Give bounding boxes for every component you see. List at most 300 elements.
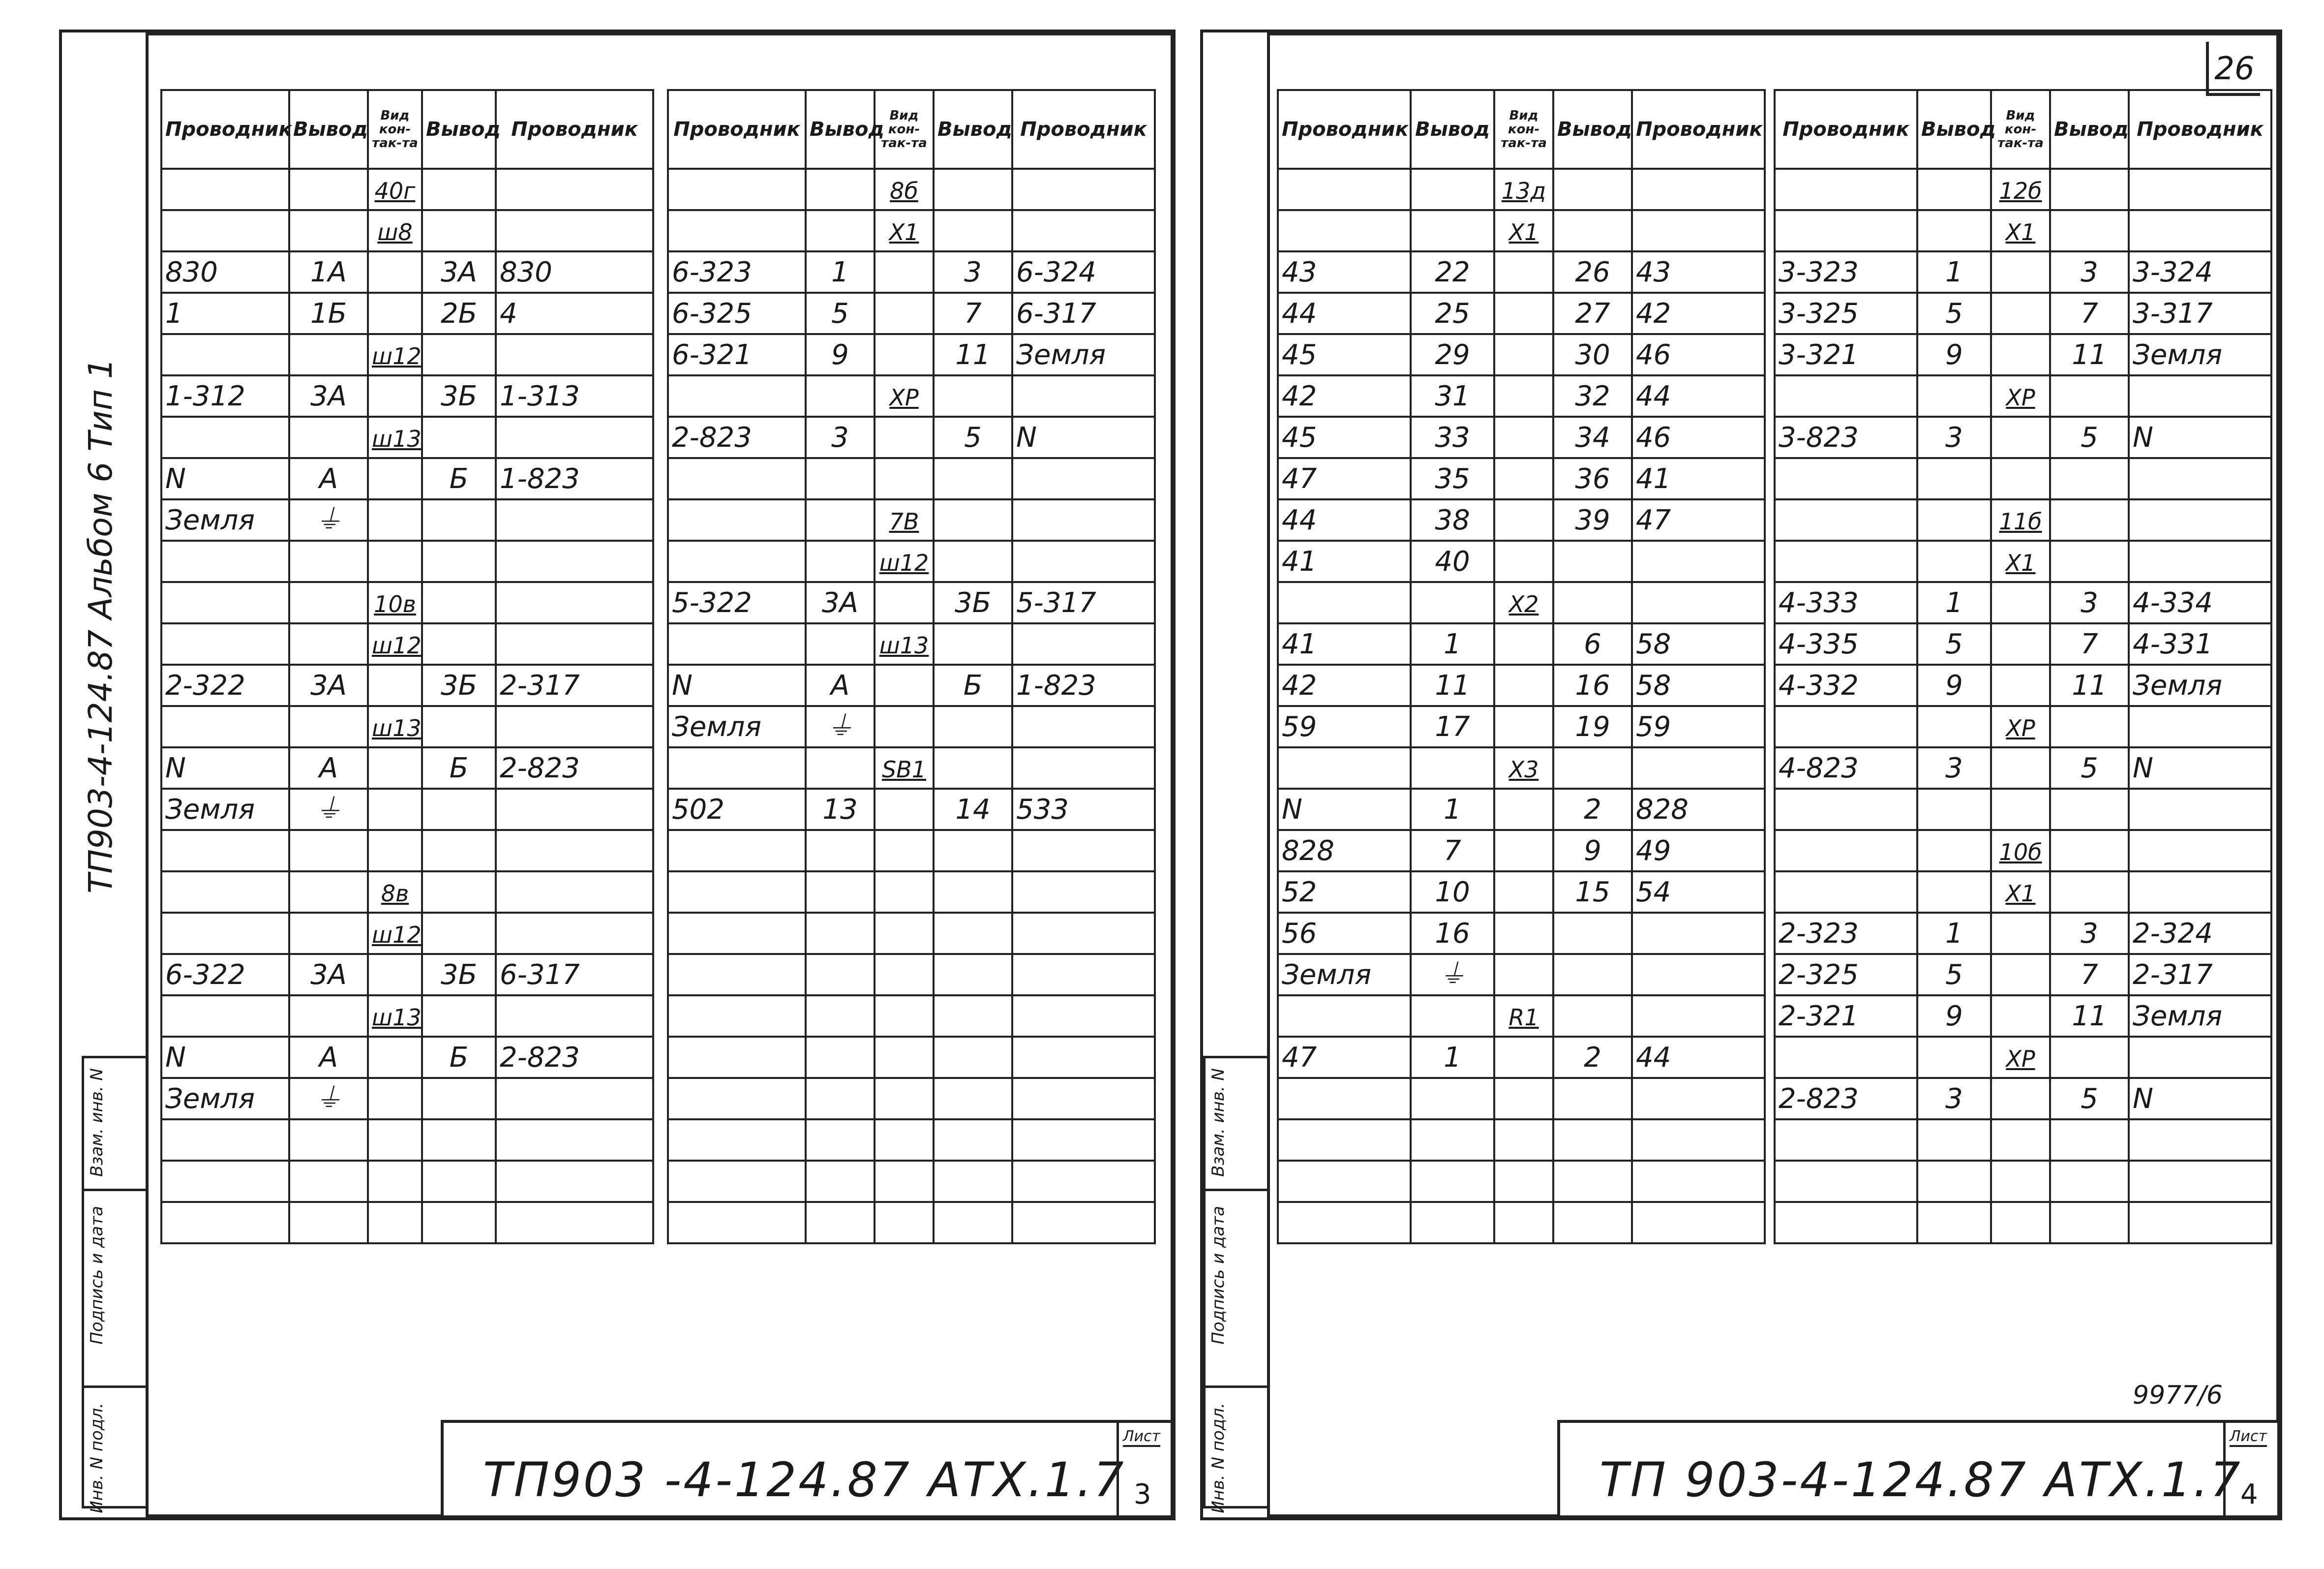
table-cell: N [2129,1078,2271,1119]
table-cell: Б [422,1037,496,1078]
table-cell [1553,1202,1632,1243]
table-cell [1991,541,2050,582]
table-row [1775,623,2271,665]
table-cell [161,210,289,251]
table-cell [496,706,653,747]
table-cell [289,1202,368,1243]
table-row [161,293,653,334]
table-cell [161,541,289,582]
table-cell: 1-312 [161,375,289,417]
table-cell [1553,169,1632,210]
table-cell [875,747,934,789]
table-cell [1632,1119,1765,1161]
table-cell: 7 [2050,954,2129,995]
table-cell [2050,169,2129,210]
table-cell [668,210,806,251]
table-cell [368,665,422,706]
table-row [1775,334,2271,375]
table-cell: 11 [2050,665,2129,706]
table-cell: 38 [1411,499,1494,541]
table-cell: 5 [934,417,1012,458]
contact-label: ХР [2006,1045,2035,1072]
right-sheet-number-box [2223,1423,2277,1515]
table-cell [1917,541,1991,582]
table-cell: 3-323 [1775,251,1917,293]
table-cell [496,1078,653,1119]
table-cell [668,541,806,582]
table-cell [1632,582,1765,623]
table-cell [875,334,934,375]
table-cell [2129,169,2271,210]
table-cell [422,1078,496,1119]
table-cell [1278,210,1411,251]
table-cell [1775,1161,1917,1202]
table-cell [806,1037,875,1078]
table-cell [806,499,875,541]
table-cell [1278,1161,1411,1202]
table-cell [668,747,806,789]
table-cell: 30 [1553,334,1632,375]
table-cell [2129,1119,2271,1161]
table-cell [806,1078,875,1119]
table-row [668,1202,1155,1243]
table-row [1775,706,2271,747]
column-header-terminal: Вывод [422,90,496,169]
table-cell: N [1278,789,1411,830]
table-cell [1917,706,1991,747]
table-cell [289,417,368,458]
table-cell: 44 [1632,375,1765,417]
contact-label: ш12 [372,921,422,948]
table-cell: Б [422,458,496,499]
table-cell [1917,830,1991,871]
table-cell: 43 [1632,251,1765,293]
table-cell [1553,1119,1632,1161]
table-cell [161,706,289,747]
contact-label: Х2 [1509,590,1539,617]
table-cell [934,623,1012,665]
table-cell: 828 [1278,830,1411,871]
table-row [668,251,1155,293]
table-cell: 11 [1411,665,1494,706]
table-cell: 2-823 [496,1037,653,1078]
table-cell [806,623,875,665]
right-side-stamp [1203,1056,1269,1513]
table-cell: 3 [1917,1078,1991,1119]
table-cell: 10 [1411,871,1494,913]
table-row [161,458,653,499]
column-header-conductor: Проводник [1632,90,1765,169]
page-number: 26 [2206,42,2260,96]
table-cell: N [161,458,289,499]
table-cell [1991,210,2050,251]
table-cell [422,541,496,582]
table-row [1775,210,2271,251]
table-cell: 36 [1553,458,1632,499]
table-cell: 15 [1553,871,1632,913]
table-row [161,375,653,417]
table-cell [1632,1078,1765,1119]
table-cell [1278,1202,1411,1243]
table-cell [368,334,422,375]
table-cell [422,995,496,1037]
table-cell: Земля [161,1078,289,1119]
table-row [1775,1202,2271,1243]
table-cell [1917,499,1991,541]
table-header-row [161,90,653,169]
table-row [668,747,1155,789]
table-cell [806,830,875,871]
table-cell [1775,375,1917,417]
table-cell: 2 [1553,789,1632,830]
table-cell [668,913,806,954]
table-row [1278,582,1765,623]
table-cell [368,1161,422,1202]
table-cell: 9 [1917,665,1991,706]
table-cell [1012,747,1155,789]
table-cell [422,334,496,375]
table-cell: ⏚ [1411,954,1494,995]
table-cell [934,1161,1012,1202]
table-row [1775,1119,2271,1161]
table-row [1775,1037,2271,1078]
table-cell [875,458,934,499]
sheet-label: Лист [1123,1428,1160,1447]
table-cell [368,995,422,1037]
contact-label: ш12 [372,342,422,369]
table-header-row [1775,90,2271,169]
table-cell [668,954,806,995]
table-cell: Земля [2129,995,2271,1037]
table-cell [668,169,806,210]
table-cell [1775,706,1917,747]
table-row [161,623,653,665]
table-cell [1991,1078,2050,1119]
table-cell [1775,1202,1917,1243]
table-cell [496,210,653,251]
table-cell [1991,251,2050,293]
table-row [1278,623,1765,665]
table-row [1278,665,1765,706]
table-row [1278,1161,1765,1202]
sheet-number: 4 [2240,1478,2258,1510]
table-cell: 2 [1553,1037,1632,1078]
table-cell [1012,954,1155,995]
table-row [668,582,1155,623]
table-row [161,871,653,913]
table-cell [934,913,1012,954]
table-cell [1553,954,1632,995]
table-cell [668,499,806,541]
table-cell: 58 [1632,623,1765,665]
column-header-contact-kind: Вид кон-так-та [1991,90,2050,169]
table-cell [2050,706,2129,747]
table-cell [1012,830,1155,871]
table-cell: А [289,1037,368,1078]
table-cell [1553,995,1632,1037]
table-cell: 830 [496,251,653,293]
table-row [1775,995,2271,1037]
table-cell [668,1202,806,1243]
sign-date-label: Подпись и дата [1208,1206,1228,1345]
table-cell: 46 [1632,334,1765,375]
table-cell: 47 [1632,499,1765,541]
table-cell [934,458,1012,499]
table-row [1278,706,1765,747]
table-cell [368,1202,422,1243]
table-row [1278,747,1765,789]
table-cell [1012,1078,1155,1119]
table-cell [1411,1161,1494,1202]
table-cell [368,913,422,954]
right-sheet [1200,30,2282,1520]
contact-label: ш8 [377,218,413,246]
table-cell [496,830,653,871]
table-cell [1278,747,1411,789]
table-cell [368,251,422,293]
table-cell [1991,665,2050,706]
table-row [668,789,1155,830]
table-cell [1494,169,1553,210]
table-cell: 34 [1553,417,1632,458]
table-cell [1012,375,1155,417]
table-row [668,458,1155,499]
table-cell: 59 [1278,706,1411,747]
table-cell [368,169,422,210]
table-cell: 46 [1632,417,1765,458]
table-cell [161,995,289,1037]
table-cell [875,541,934,582]
table-cell [806,995,875,1037]
contact-label: R1 [1509,1004,1539,1031]
table-cell: 1А [289,251,368,293]
table-cell: Земля [2129,665,2271,706]
table-cell [875,789,934,830]
table-row [1278,913,1765,954]
table-cell [668,623,806,665]
table-cell: 56 [1278,913,1411,954]
table-cell [1553,913,1632,954]
table-cell [289,541,368,582]
table-cell: 3 [934,251,1012,293]
table-cell: 3 [2050,913,2129,954]
table-cell [368,582,422,623]
table-cell [1991,871,2050,913]
table-row [668,913,1155,954]
table-cell [806,1119,875,1161]
table-cell [1278,1119,1411,1161]
table-header-row [668,90,1155,169]
table-cell [368,417,422,458]
table-cell: 54 [1632,871,1765,913]
table-cell: N [2129,417,2271,458]
table-cell: Земля [1012,334,1155,375]
table-cell [368,375,422,417]
table-row [1278,417,1765,458]
table-cell [1494,582,1553,623]
table-cell: 3 [1917,747,1991,789]
table-cell [1917,871,1991,913]
table-cell [368,871,422,913]
sheet-number: 3 [1134,1478,1151,1510]
contact-label: ш13 [879,632,929,659]
table-row [161,1161,653,1202]
wiring-table-a [160,89,654,1244]
table-cell: 6-317 [1012,293,1155,334]
inv-orig-label: Инв. N подл. [87,1403,107,1513]
contact-label: SB1 [881,756,927,783]
table-cell [1012,458,1155,499]
table-cell [496,169,653,210]
table-cell [2129,1161,2271,1202]
table-row [668,334,1155,375]
table-cell [1632,913,1765,954]
table-cell [806,541,875,582]
left-stamp-code: ТП903 -4-124.87 АТХ.1.7 [483,1452,1126,1507]
table-cell: N [161,747,289,789]
table-cell [422,706,496,747]
table-cell: 3-321 [1775,334,1917,375]
column-header-terminal: Вывод [1917,90,1991,169]
table-cell [1494,293,1553,334]
table-cell [934,499,1012,541]
table-cell: 3А [289,665,368,706]
table-cell: 3-317 [2129,293,2271,334]
table-cell [1632,1202,1765,1243]
table-row [1775,830,2271,871]
inv-replace-label: Взам. инв. N [1208,1068,1228,1177]
table-cell [1917,1202,1991,1243]
table-cell [668,871,806,913]
column-header-conductor: Проводник [1775,90,1917,169]
table-cell: 58 [1632,665,1765,706]
table-cell [875,293,934,334]
table-cell: 1-823 [1012,665,1155,706]
column-header-conductor: Проводник [496,90,653,169]
table-cell [368,623,422,665]
table-cell: 7 [1411,830,1494,871]
table-cell [1012,541,1155,582]
table-cell: 5 [1917,293,1991,334]
table-cell [161,1119,289,1161]
table-row [161,541,653,582]
table-row [668,1037,1155,1078]
table-cell [161,334,289,375]
table-cell [496,1161,653,1202]
contact-label: 8в [381,880,409,907]
contact-label: ш13 [372,425,422,452]
table-cell [1632,541,1765,582]
table-cell: 4-823 [1775,747,1917,789]
table-cell: Земля [161,499,289,541]
table-row [1775,169,2271,210]
table-cell: 2-325 [1775,954,1917,995]
table-row [161,251,653,293]
table-cell [1917,210,1991,251]
table-cell [161,582,289,623]
table-row [161,334,653,375]
table-cell [2050,871,2129,913]
table-cell [806,169,875,210]
table-cell [1917,1037,1991,1078]
table-cell [1991,830,2050,871]
table-cell: 59 [1632,706,1765,747]
table-cell [875,582,934,623]
table-cell [1991,417,2050,458]
table-cell [1775,541,1917,582]
table-cell [2050,1119,2129,1161]
table-cell [1494,623,1553,665]
table-row [1775,665,2271,706]
table-cell: 4-333 [1775,582,1917,623]
table-row [668,1119,1155,1161]
table-cell [1991,747,2050,789]
table-row [161,1037,653,1078]
table-cell [1991,375,2050,417]
table-row [1775,1161,2271,1202]
table-row [161,582,653,623]
table-row [1278,541,1765,582]
table-cell [2129,210,2271,251]
table-cell [368,499,422,541]
table-row [1775,954,2271,995]
table-cell [1632,169,1765,210]
table-row [668,210,1155,251]
table-cell: 2-317 [2129,954,2271,995]
table-cell [934,1202,1012,1243]
contact-label: 13д [1501,177,1546,204]
table-cell [289,1119,368,1161]
table-cell [422,1161,496,1202]
table-cell: 47 [1278,458,1411,499]
left-sheet [59,30,1176,1520]
table-cell [875,375,934,417]
table-cell [1012,1119,1155,1161]
table-row [1278,375,1765,417]
table-cell: 41 [1278,623,1411,665]
table-cell [1278,1078,1411,1119]
table-cell [2050,1037,2129,1078]
table-cell [934,1078,1012,1119]
table-cell: N [161,1037,289,1078]
contact-label: 40г [374,177,416,204]
table-cell: 502 [668,789,806,830]
table-cell: 6-325 [668,293,806,334]
table-cell [875,1078,934,1119]
table-row [1278,995,1765,1037]
table-cell: 33 [1411,417,1494,458]
table-cell: 9 [1917,995,1991,1037]
table-cell [1917,169,1991,210]
table-cell [289,706,368,747]
table-cell [1012,210,1155,251]
table-cell: 2-324 [2129,913,2271,954]
table-cell [934,995,1012,1037]
table-cell: 7 [2050,293,2129,334]
table-row [1775,375,2271,417]
table-cell: 19 [1553,706,1632,747]
table-cell: 1-823 [496,458,653,499]
table-cell: 11 [934,334,1012,375]
contact-label: ХР [2006,384,2035,411]
table-cell [1411,1119,1494,1161]
table-row [161,665,653,706]
table-cell: 31 [1411,375,1494,417]
table-cell: 45 [1278,417,1411,458]
table-cell [1278,582,1411,623]
column-header-terminal: Вывод [2050,90,2129,169]
table-cell [668,1161,806,1202]
